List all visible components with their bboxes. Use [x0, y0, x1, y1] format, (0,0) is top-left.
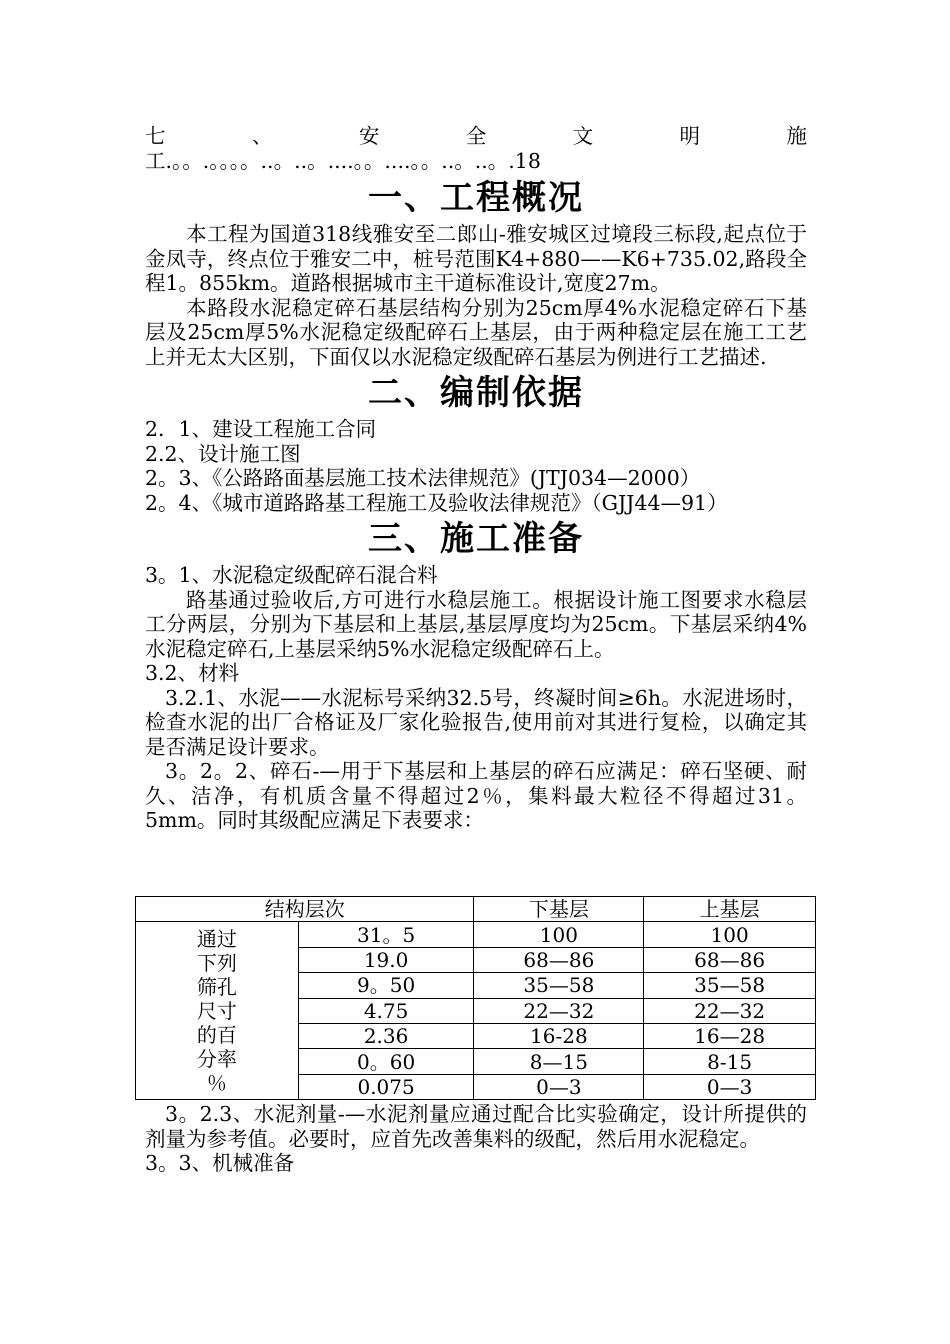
table-cell: 19.0 [298, 947, 474, 972]
table-cell: 100 [644, 922, 816, 947]
row-label-line: ％ [206, 1070, 227, 1095]
section-1-paragraph-2: 本路段水泥稳定碎石基层结构分别为25cm厚4%水泥稳定碎石下基层及25cm厚5%水泥稳定级配碎石上基层，由于两种稳定层在施工工艺上并无太大区别，下面仅以水泥稳定级配碎石基层为例进行工艺描述. [145, 295, 807, 369]
table-cell: 9。50 [298, 973, 474, 998]
section-2-heading: 二、编制依据 [368, 373, 584, 413]
section-3-heading: 三、施工准备 [368, 519, 584, 559]
subsection-3-2-1-paragraph: 3.2.1、水泥——水泥标号采纳32.5号，终凝时间≥6h。水泥进场时，检查水泥的出厂合格证及厂家化验报告,使用前对其进行复检，以确定其是否满足设计要求。 [145, 685, 807, 759]
table-row [136, 922, 816, 947]
subsection-3-1-paragraph: 路基通过验收后,方可进行水稳层施工。根据设计施工图要求水稳层工分两层，分别为下基层和上基层,基层厚度均为25cm。下基层采纳4%水泥稳定碎石,上基层采纳5%水泥稳定级配碎石上。 [145, 587, 807, 661]
toc-char: 文 [572, 124, 594, 148]
toc-char: 安 [358, 124, 380, 148]
post-table-content [145, 1102, 807, 1176]
table-header-cell: 结构层次 [136, 897, 474, 922]
table-cell: 0。60 [298, 1049, 474, 1074]
table-cell: 0.075 [298, 1074, 474, 1099]
subsection-3-2-title: 3.2、材料 [145, 661, 240, 685]
row-label-line: 下列 [196, 950, 237, 975]
content-column [145, 124, 807, 833]
row-label-line: 分率 [196, 1046, 237, 1071]
row-label-line: 通过 [196, 926, 237, 951]
basis-item-3: 2。3、《公路路面基层施工技术法律规范》(JTJ034—2000） [145, 466, 701, 490]
subsection-3-2-2-paragraph: 3。2。2、碎石-—用于下基层和上基层的碎石应满足：碎石坚硬、耐久、洁净，有机质含量不得超过2％，集料最大粒径不得超过31。5mm。同时其级配应满足下表要求： [145, 759, 807, 832]
section-1-paragraph-1: 本工程为国道318线雅安至二郎山-雅安城区过境段三标段,起点位于金凤寺，终点位于雅安二中，桩号范围K4+880——K6+735.02,路段全程1。855km。道路根据城市主干道标准设计,宽度27m。 [145, 222, 807, 295]
table-cell: 68—86 [474, 947, 644, 972]
table-cell: 2.36 [298, 1023, 474, 1048]
gradation-table [135, 896, 816, 1100]
table-cell: 31。5 [298, 922, 474, 947]
table-cell: 16-28 [474, 1023, 644, 1048]
table-header-cell: 下基层 [474, 897, 644, 922]
subsection-3-2-3-paragraph: 3。2.3、水泥剂量-—水泥剂量应通过配合比实验确定，设计所提供的剂量为参考值。必要时，应首先改善集料的级配，然后用水泥稳定。 [145, 1102, 807, 1151]
table-cell: 4.75 [298, 998, 474, 1023]
basis-item-2: 2.2、设计施工图 [145, 441, 301, 466]
table-cell: 0—3 [644, 1074, 816, 1099]
toc-entry-line1 [145, 124, 807, 149]
table-header-row [136, 897, 816, 922]
toc-entry-line2: 工.。。.。。。。..。..。....。。....。。..。..。.18 [145, 149, 541, 173]
table-cell: 35—58 [644, 973, 816, 998]
subsection-3-3-title: 3。3、机械准备 [145, 1151, 295, 1175]
toc-char: 、 [251, 124, 273, 148]
table-cell: 0—3 [474, 1074, 644, 1099]
row-label-line: 筛孔 [196, 974, 237, 999]
row-label-line: 的百 [196, 1022, 237, 1047]
table-header-cell: 上基层 [644, 897, 816, 922]
basis-item-1: 2．1、建设工程施工合同 [145, 417, 377, 441]
row-label-line: 尺寸 [196, 998, 237, 1023]
section-1-heading: 一、工程概况 [368, 178, 584, 218]
row-label-cell [136, 922, 299, 1100]
table-cell: 22—32 [474, 998, 644, 1023]
table-cell: 8—15 [474, 1049, 644, 1074]
table-cell: 100 [474, 922, 644, 947]
table-cell: 8-15 [644, 1049, 816, 1074]
table-cell: 35—58 [474, 973, 644, 998]
subsection-3-1-title: 3。1、水泥稳定级配碎石混合料 [145, 563, 438, 587]
table-cell: 22—32 [644, 998, 816, 1023]
toc-char: 明 [679, 124, 701, 148]
toc-char: 七 [145, 124, 166, 148]
toc-char: 施 [786, 124, 807, 148]
basis-item-4: 2。4、《城市道路路基工程施工及验收法律规范》（GJJ44—91） [145, 490, 728, 515]
table-cell: 68—86 [644, 947, 816, 972]
toc-char: 全 [465, 124, 487, 148]
table-cell: 16—28 [644, 1023, 816, 1048]
